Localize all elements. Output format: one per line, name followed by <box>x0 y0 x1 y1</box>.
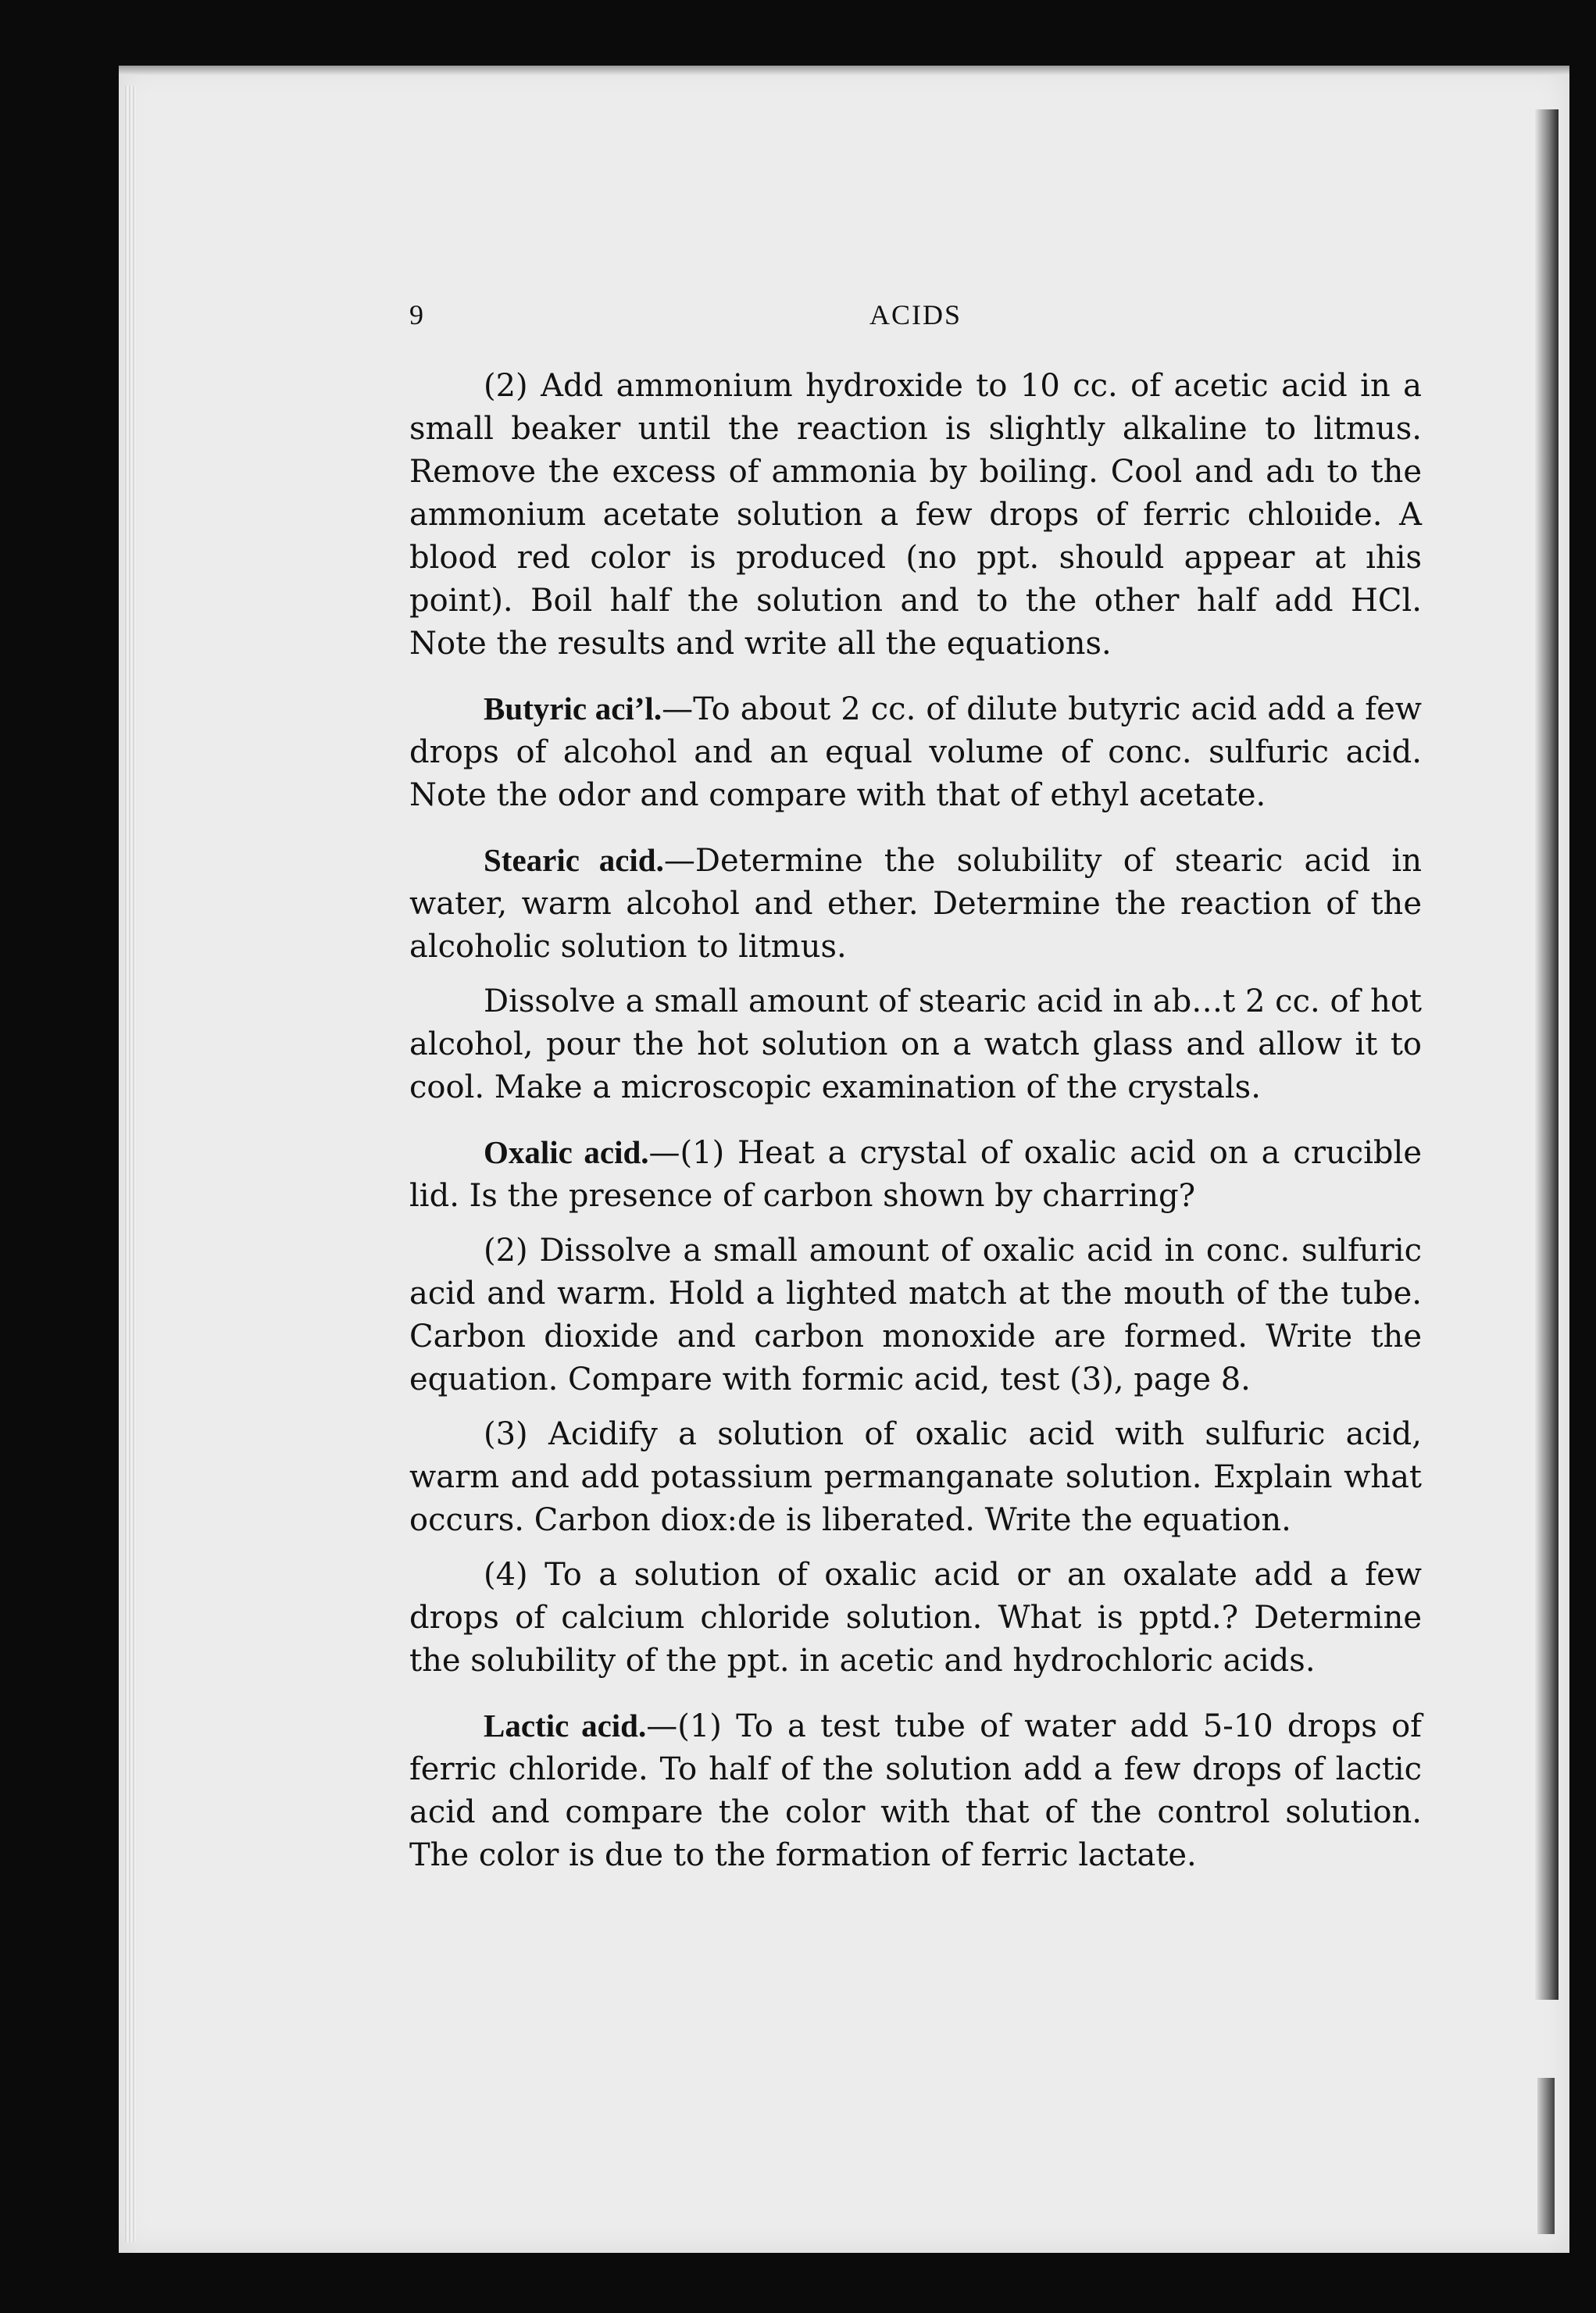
section-heading: Lactic acid. <box>484 1708 647 1744</box>
paragraph-oxalic: Oxalic acid.—(1) Heat a crystal of oxalic acid on a crucible lid. Is the presence of carbon shown by charring? <box>409 1134 1422 1214</box>
paragraph-lactic: Lactic acid.—(1) To a test tube of water add 5-10 drops of ferric chloride. To half of the solution add a few drops of lactic acid and compare the color with that of the control solution. The color is due to the formation of ferric lactate. <box>409 1708 1422 1873</box>
section-heading: Butyric aci’l. <box>484 691 662 726</box>
page-top-edge <box>119 66 1569 75</box>
running-head: ACIDS <box>869 299 962 330</box>
page-number: 9 <box>409 299 423 330</box>
binding-shadow <box>1535 109 1559 2000</box>
paragraph-butyric: Butyric aci’l.—To about 2 cc. of dilute butyric acid add a few drops of alcohol and an equal volume of conc. sulfuric acid. Note the odor and compare with that of ethyl acetate. <box>409 691 1422 813</box>
page-body <box>409 364 1422 1877</box>
paragraph-stearic-2: Dissolve a small amount of stearic acid in ab…t 2 cc. of hot alcohol, pour the hot solution on a watch glass and allow it to cool. Make a microscopic examination of the crystals. <box>409 983 1422 1105</box>
paragraph-oxalic-2: (2) Dissolve a small amount of oxalic acid in conc. sulfuric acid and warm. Hold a lighted match at the mouth of the tube. Carbon dioxide and carbon monoxide are formed. Write the equation. Compare with formic acid, test (3), page 8. <box>409 1233 1422 1397</box>
paragraph-oxalic-3: (3) Acidify a solution of oxalic acid with sulfuric acid, warm and add potassium permanganate solution. Explain what occurs. Carbon diox:de is liberated. Write the equation. <box>409 1416 1422 1538</box>
page-stack-edge <box>125 86 136 2242</box>
paragraph-oxalic-4: (4) To a solution of oxalic acid or an oxalate add a few drops of calcium chloride solution. What is pptd.? Determine the solubility of the ppt. in acetic and hydrochloric acids. <box>409 1557 1422 1679</box>
paragraph-acetic-2: (2) Add ammonium hydroxide to 10 cc. of acetic acid in a small beaker until the reaction is slightly alkaline to litmus. Remove the excess of ammonia by boiling. Cool and adı to the ammonium acetate solution a few drops of ferric chloıide. A blood red color is produced (no ppt. should appear at ıhis point). Boil half the solution and to the other half add HCl. Note the results and write all the equations. <box>409 368 1422 662</box>
paragraph-stearic: Stearic acid.—Determine the solubility of stearic acid in water, warm alcohol and ether. Determine the reaction of the alcoholic solution to litmus. <box>409 842 1422 965</box>
section-heading: Oxalic acid. <box>484 1134 649 1170</box>
binding-shadow-lower <box>1537 2078 1555 2234</box>
section-heading: Stearic acid. <box>484 842 664 878</box>
